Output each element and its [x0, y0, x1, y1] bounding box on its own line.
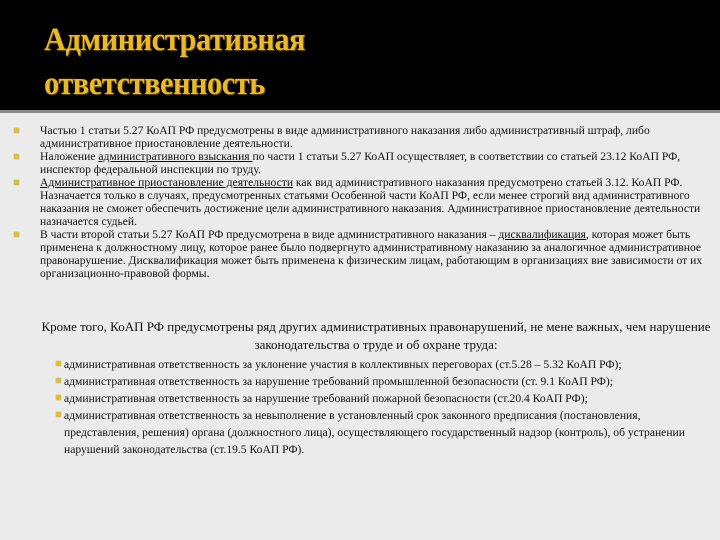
underlined-term: Административное приостановление деятельности [40, 176, 294, 189]
bullet-icon [14, 180, 19, 185]
title-line-2: ответственность [44, 66, 265, 102]
item-text: Наложение [40, 150, 99, 163]
bullet-icon [56, 378, 61, 383]
list-item [14, 228, 710, 280]
item-text: административная ответственность за нарушение требований пожарной безопасности (ст.20.4 КоАП РФ); [64, 392, 588, 405]
item-text: Частью 1 статьи 5.27 КоАП РФ предусмотрены в виде административного наказания либо административный штраф, либо административное приостановление деятельности. [40, 124, 650, 150]
underlined-term: дисквалификация [498, 228, 586, 241]
other-offenses-list [58, 356, 708, 458]
list-item [58, 390, 708, 407]
bullet-icon [14, 154, 19, 159]
item-text: административная ответственность за невыполнение в установленный срок законного предписания (постановления, представления, решения) органа (должностного лица), осуществляющего государственный надзор (контроль), об устранении нарушений законодательства (ст.19.5 КоАП РФ). [64, 409, 685, 456]
item-text: , которая может быть применена к должностному лицу, которое ранее было подвергнуто административному наказанию за аналогичное административное правонарушение. Дисквалификация может быть применена к физическим лицам, работающим в организациях вне зависимости от их организационно-правовой формы. [40, 228, 703, 280]
list-item [58, 373, 708, 390]
list-item [58, 356, 708, 373]
item-text: административная ответственность за нарушение требований промышленной безопасности (ст. 9.1 КоАП РФ); [64, 375, 614, 388]
main-bullet-list [14, 124, 710, 280]
list-item [14, 124, 710, 150]
bullet-icon [56, 412, 61, 417]
underlined-term: административного взыскания [98, 150, 253, 163]
intro-paragraph: Кроме того, КоАП РФ предусмотрены ряд других административных правонарушений, не мене важных, чем нарушение законодательства о труде и об охране труда: [41, 319, 711, 352]
item-text: В части второй статьи 5.27 КоАП РФ предусмотрена в виде административного наказания – [40, 228, 499, 241]
list-item [58, 407, 708, 458]
list-item [14, 150, 710, 176]
item-text: административная ответственность за уклонение участия в коллективных переговорах (ст.5.28 – 5.32 КоАП РФ); [64, 358, 622, 371]
slide-header [0, 0, 720, 113]
bullet-icon [56, 361, 61, 366]
bullet-icon [14, 128, 19, 133]
list-item [14, 176, 710, 228]
item-text: как вид административного наказания предусмотрено статьей 3.12. КоАП РФ. Назначается только в случаях, предусмотренных статьями Особенной части КоАП РФ, если менее строгий вид административного наказания не сможет обеспечить достижение цели административного наказания. Административное приостановление деятельности назначается судьей. [40, 176, 701, 228]
bullet-icon [14, 232, 19, 237]
bullet-icon [56, 395, 61, 400]
item-text: по части 1 статьи 5.27 КоАП осуществляет, в соответствии со статьей 23.12 КоАП РФ, инспектор федеральной инспекции по труду. [40, 150, 681, 176]
slide-title [44, 18, 305, 106]
title-line-1: Административная [44, 22, 306, 58]
